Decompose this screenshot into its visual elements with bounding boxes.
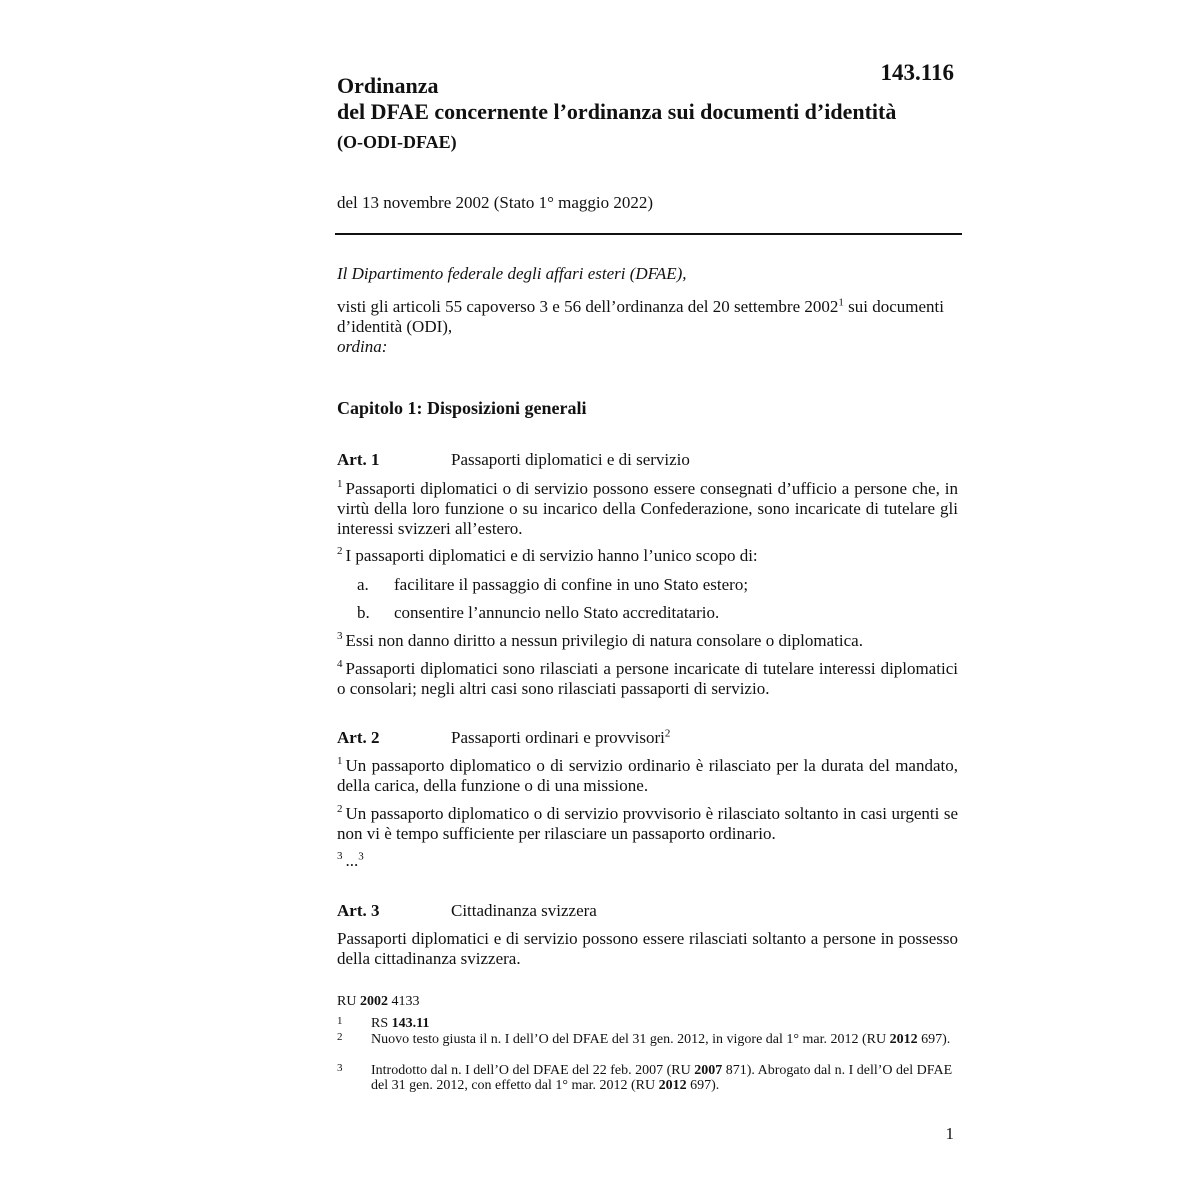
footnote-text: Nuovo testo giusta il n. I dell’O del DFAE del 31 gen. 2012, in vigore dal 1° mar. 2012 (RU bbox=[371, 1032, 890, 1047]
ru-page: 4133 bbox=[387, 994, 420, 1009]
paragraph-text: Passaporti diplomatici sono rilasciati a persone incaricate di tutelare interessi diplomatici o consolari; negli altri casi sono rilasciati passaporti di servizio. bbox=[337, 659, 958, 698]
article-2-paragraph-1 bbox=[337, 756, 958, 796]
paragraph-text: Un passaporto diplomatico o di servizio ordinario è rilasciato per la durata del mandato, della carica, della funzione o di una missione. bbox=[337, 756, 958, 795]
article-number: Art. 1 bbox=[337, 450, 380, 469]
footnote-text: RS bbox=[371, 1016, 392, 1031]
article-3-paragraph bbox=[337, 929, 958, 969]
list-item bbox=[337, 575, 958, 595]
article-1-heading bbox=[337, 450, 958, 470]
article-1-paragraph-1 bbox=[337, 479, 958, 539]
footnote-text: 871). Abrogato dal n. I dell’O del DFAE del 31 gen. 2012, con effetto dal 1° mar. 2012 (RU bbox=[371, 1063, 953, 1093]
footnote-text: 697). bbox=[917, 1032, 951, 1047]
date-line: del 13 novembre 2002 (Stato 1° maggio 2022) bbox=[337, 193, 654, 212]
article-3-heading bbox=[337, 901, 958, 921]
list-item-text: consentire l’annuncio nello Stato accreditatario. bbox=[394, 603, 720, 622]
footnote-3 bbox=[337, 1063, 958, 1093]
paragraph-text: Passaporti diplomatici e di servizio possono essere rilasciati soltanto a persone in possesso della cittadinanza svizzera. bbox=[337, 929, 958, 968]
list-item-label: b. bbox=[357, 603, 370, 622]
list-item-text: facilitare il passaggio di confine in uno Stato estero; bbox=[394, 575, 749, 594]
footnote-ref-2[interactable]: 2 bbox=[664, 727, 671, 740]
footnote-number: 2 bbox=[337, 1031, 343, 1043]
footnote-bold: 2012 bbox=[658, 1078, 687, 1093]
list-item bbox=[337, 603, 958, 623]
paragraph-text: Passaporti diplomatici o di servizio possono essere consegnati d’ufficio a persone che, in virtù della loro funzione o su incarico della Confederazione, sono incaricate di tutelare gli interessi svizzeri all’estero. bbox=[337, 479, 958, 538]
article-1-paragraph-3 bbox=[337, 631, 958, 651]
preamble-legal-basis bbox=[337, 297, 958, 337]
paragraph-text: Un passaporto diplomatico o di servizio provvisorio è rilasciato soltanto in casi urgenti se non vi è tempo sufficiente per rilasciare un passaporto ordinario. bbox=[337, 804, 958, 843]
footnote-bold: 2012 bbox=[889, 1032, 918, 1047]
article-number: Art. 3 bbox=[337, 901, 380, 920]
article-2-heading bbox=[337, 728, 958, 748]
ru-prefix: RU bbox=[337, 994, 360, 1009]
footnote-text: Introdotto dal n. I dell’O del DFAE del 22 feb. 2007 (RU bbox=[371, 1063, 695, 1078]
page-number: 1 bbox=[945, 1124, 954, 1143]
footnote-bold: 2007 bbox=[694, 1063, 723, 1078]
footnote-text: 697). bbox=[686, 1078, 720, 1093]
chapter-heading: Capitolo 1: Disposizioni generali bbox=[337, 398, 587, 418]
article-1-paragraph-4 bbox=[337, 659, 958, 699]
title-line-1: Ordinanza bbox=[337, 73, 439, 98]
paragraph-text: ... bbox=[345, 851, 359, 870]
paragraph-number: 1 bbox=[337, 478, 343, 491]
footnote-number: 1 bbox=[337, 1015, 343, 1027]
list-item-label: a. bbox=[357, 575, 369, 594]
footnote-bold: 143.11 bbox=[391, 1016, 430, 1031]
article-title: Passaporti diplomatici e di servizio bbox=[451, 450, 690, 469]
preamble bbox=[337, 264, 958, 357]
footnote-ref-3[interactable]: 3 bbox=[358, 850, 364, 863]
footnote-1 bbox=[337, 1016, 958, 1031]
preamble-order: ordina: bbox=[337, 337, 388, 356]
ru-year: 2002 bbox=[359, 994, 388, 1009]
ordinance-title bbox=[337, 73, 958, 159]
title-line-2: del DFAE concernente l’ordinanza sui documenti d’identità bbox=[337, 99, 897, 124]
sr-number: 143.116 bbox=[880, 60, 954, 85]
paragraph-number: 3 bbox=[337, 850, 343, 863]
article-2-paragraph-2 bbox=[337, 804, 958, 844]
header-divider bbox=[335, 233, 962, 235]
article-title: Cittadinanza svizzera bbox=[451, 901, 597, 920]
paragraph-text: Essi non danno diritto a nessun privilegio di natura consolare o diplomatica. bbox=[345, 631, 863, 650]
paragraph-text: I passaporti diplomatici e di servizio hanno l’unico scopo di: bbox=[345, 546, 758, 565]
paragraph-number: 3 bbox=[337, 630, 343, 643]
paragraph-number: 2 bbox=[337, 803, 343, 816]
footnote-number: 3 bbox=[337, 1062, 343, 1074]
article-title: Passaporti ordinari e provvisori bbox=[451, 728, 665, 747]
footnote-2 bbox=[337, 1032, 958, 1047]
preamble-authority: Il Dipartimento federale degli affari esteri (DFAE), bbox=[337, 264, 687, 283]
document-page bbox=[337, 0, 958, 1200]
footnote-ref-1[interactable]: 1 bbox=[838, 296, 844, 309]
title-abbreviation: (O-ODI-DFAE) bbox=[337, 132, 457, 152]
paragraph-number: 1 bbox=[337, 755, 343, 768]
legal-basis-text: visti gli articoli 55 capoverso 3 e 56 dell’ordinanza del 20 settembre 2002 bbox=[337, 297, 839, 316]
article-number: Art. 2 bbox=[337, 728, 380, 747]
article-2-paragraph-3 bbox=[337, 851, 958, 871]
paragraph-number: 4 bbox=[337, 658, 343, 671]
official-compilation-ref bbox=[337, 993, 958, 1011]
legal-basis-text-end: sui documenti d’identità (ODI), bbox=[337, 297, 944, 336]
article-1-paragraph-2 bbox=[337, 546, 958, 566]
paragraph-number: 2 bbox=[337, 545, 343, 558]
